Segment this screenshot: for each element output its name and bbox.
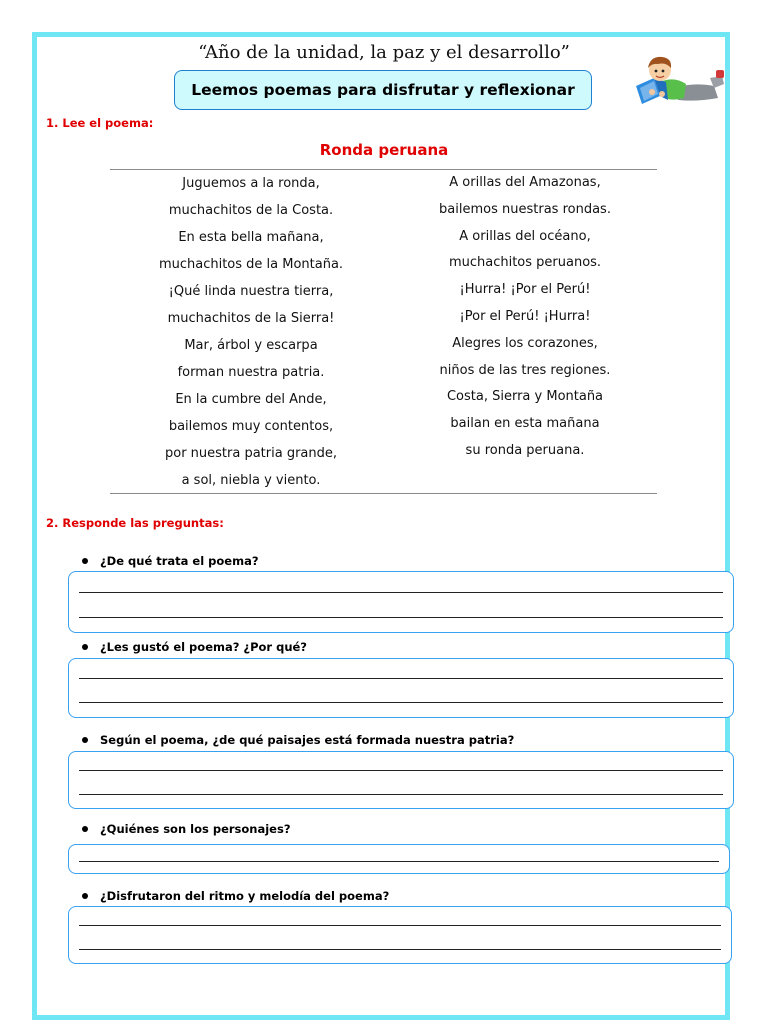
question-2 xyxy=(82,640,307,654)
answer-box-5[interactable] xyxy=(68,906,732,964)
question-text: ¿Disfrutaron del ritmo y melodía del poema? xyxy=(100,889,390,903)
poem-verse: ¡Por el Perú! ¡Hurra! xyxy=(459,308,591,324)
poem-right-column xyxy=(385,170,665,465)
poem-verse: bailan en esta mañana xyxy=(450,416,600,432)
question-text: ¿Quiénes son los personajes? xyxy=(100,822,291,836)
answer-box-3[interactable] xyxy=(68,751,734,809)
poem-verse: ¡Qué linda nuestra tierra, xyxy=(168,284,334,299)
answer-box-2[interactable] xyxy=(68,658,734,718)
poem-verse: A orillas del Amazonas, xyxy=(449,175,601,190)
poem-verse: muchachitos de la Sierra! xyxy=(167,311,335,326)
poem-verse: A orillas del océano, xyxy=(459,228,591,244)
poem-verse: niños de las tres regiones. xyxy=(439,362,611,378)
poem-verse: su ronda peruana. xyxy=(465,442,585,458)
answer-line xyxy=(79,617,723,618)
poem-verse: muchachitos de la Montaña. xyxy=(158,257,344,272)
motto-heading: “Año de la unidad, la paz y el desarrollo” xyxy=(198,42,570,63)
answer-line xyxy=(79,592,723,593)
section-2-heading: 2. Responde las preguntas: xyxy=(46,516,224,530)
poem-verse: muchachitos peruanos. xyxy=(448,255,602,271)
poem-verse: bailemos nuestras rondas. xyxy=(439,201,611,217)
poem-verse: muchachitos de la Costa. xyxy=(168,203,334,218)
worksheet-title: Leemos poemas para disfrutar y reflexionar xyxy=(191,81,575,99)
answer-line xyxy=(79,949,721,950)
child-reading-book-icon xyxy=(630,48,726,108)
answer-line xyxy=(79,861,719,862)
poem-verse: bailemos muy contentos, xyxy=(168,419,334,434)
question-text: ¿Les gustó el poema? ¿Por qué? xyxy=(100,640,307,654)
poem-verse: ¡Hurra! ¡Por el Perú! xyxy=(459,282,591,298)
poem-verse: Juguemos a la ronda, xyxy=(182,176,320,191)
answer-line xyxy=(79,770,723,771)
poem-verse: forman nuestra patria. xyxy=(177,365,325,380)
question-text: Según el poema, ¿de qué paisajes está formada nuestra patria? xyxy=(100,733,515,747)
poem-verse: Costa, Sierra y Montaña xyxy=(446,389,604,405)
poem-verse: por nuestra patria grande, xyxy=(164,446,338,461)
poem-bottom-rule xyxy=(110,493,657,494)
answer-line xyxy=(79,794,723,795)
bullet-icon xyxy=(82,893,88,899)
poem-title: Ronda peruana xyxy=(319,141,449,159)
question-1 xyxy=(82,554,259,568)
answer-line xyxy=(79,702,723,703)
answer-box-1[interactable] xyxy=(68,571,734,633)
poem-verse: Alegres los corazones, xyxy=(452,335,598,351)
section-1-heading: 1. Lee el poema: xyxy=(46,116,154,130)
poem-verse: a sol, niebla y viento. xyxy=(181,473,321,488)
question-5 xyxy=(82,889,389,903)
poem-left-column xyxy=(111,170,391,494)
bullet-icon xyxy=(82,826,88,832)
bullet-icon xyxy=(82,737,88,743)
question-3 xyxy=(82,733,514,747)
poem-verse: Mar, árbol y escarpa xyxy=(184,338,318,353)
poem-verse: En esta bella mañana, xyxy=(178,230,324,245)
question-4 xyxy=(82,822,291,836)
poem-verse: En la cumbre del Ande, xyxy=(175,392,327,407)
answer-box-4[interactable] xyxy=(68,844,730,874)
question-text: ¿De qué trata el poema? xyxy=(100,554,259,568)
answer-line xyxy=(79,678,723,679)
bullet-icon xyxy=(82,558,88,564)
bullet-icon xyxy=(82,644,88,650)
answer-line xyxy=(79,925,721,926)
title-banner xyxy=(174,70,592,110)
